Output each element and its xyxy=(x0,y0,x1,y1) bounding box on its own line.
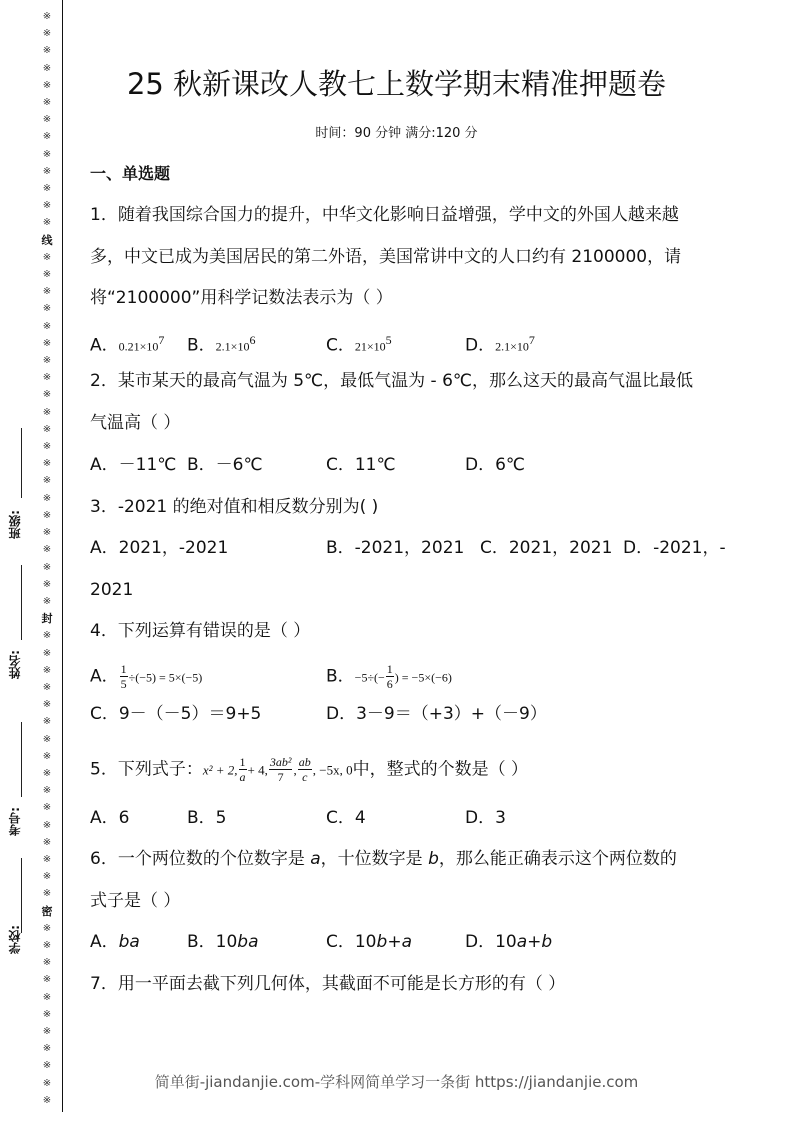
q4-option-a: A． $\frac{1}{5}$ ÷(−5) = 5×(−5) xyxy=(90,662,203,691)
q2-line1: 2．某市某天的最高气温为 5℃，最低气温为 - 6℃，那么这天的最高气温比最低 xyxy=(90,371,693,391)
q1-line3: 将“2100000”用科学记数法表示为（ ） xyxy=(90,288,393,308)
q6-line1: 6．一个两位数的个位数字是 a，十位数字是 b，那么能正确表示这个两位数的 xyxy=(90,849,677,869)
q2-option-c: C．11℃ xyxy=(326,455,396,475)
binding-line-stars: ※ ※ ※ ※ ※ ※ ※ ※ ※ ※ ※ ※ ※ xyxy=(42,11,52,229)
seal-mi: 密 xyxy=(41,904,53,918)
q1-option-a: A．$0.21\times 10^7$ xyxy=(90,333,165,356)
school-label: 学校: xyxy=(8,925,22,954)
section-heading: 一、单选题 xyxy=(90,164,171,183)
q5-line1: 5．下列式子：x² + 2, $\frac{1}{a}$ + 4, $\frac{\text{3ab²}}{7}$ , $\frac{ab}{c}$ , −5x, 0中，整式的个数是（ ） xyxy=(90,755,528,784)
q1-option-d: D．$2.1\times 10^7$ xyxy=(465,333,535,356)
q5-option-c: C．4 xyxy=(326,808,366,828)
q3-option-b: B．-2021，2021 xyxy=(326,538,465,558)
q4-option-b: B．−5÷(− $\frac{1}{6}$ ) = −5×(−6) xyxy=(326,662,452,691)
q3-option-d: D．-2021，- xyxy=(623,538,726,558)
class-underline xyxy=(21,428,22,498)
q2-option-d: D．6℃ xyxy=(465,455,525,475)
exam-no-underline xyxy=(21,722,22,797)
q1-line2: 多，中文已成为美国居民的第二外语，美国常讲中文的人口约有 2100000，请 xyxy=(90,247,682,267)
q2-line2: 气温高（ ） xyxy=(90,413,181,433)
q4-option-c: C．9－（－5）＝9+5 xyxy=(90,704,262,724)
q3-option-c: C．2021，2021 xyxy=(480,538,613,558)
q3-line1: 3．-2021 的绝对值和相反数分别为( ) xyxy=(90,497,379,517)
q4-option-d: D．3－9＝（+3）+（－9） xyxy=(326,704,547,724)
name-label: 姓名: xyxy=(8,650,22,679)
binding-line-stars: ※ ※ ※ ※ ※ ※ ※ ※ ※ ※ ※ ※ ※ ※ ※ ※ ※ ※ ※ ※ ※ xyxy=(42,251,52,607)
exam-no-label: 考号: xyxy=(8,807,22,836)
footer-watermark: 简单街-jiandanjie.com-学科网简单学习一条街 https://jiandanjie.com xyxy=(154,1073,639,1091)
q5-option-d: D．3 xyxy=(465,808,506,828)
q3-option-d-cont: 2021 xyxy=(90,580,134,600)
q2-option-b: B．－6℃ xyxy=(187,455,263,475)
margin-rule xyxy=(62,0,63,1112)
q1-option-c: C．$21\times 10^5$ xyxy=(326,333,392,356)
q3-option-a: A．2021，-2021 xyxy=(90,538,229,558)
q1-option-b: B．$2.1\times 10^6$ xyxy=(187,333,256,356)
q5-option-a: A．6 xyxy=(90,808,130,828)
class-label: 班级: xyxy=(8,510,22,539)
binding-line-stars: ※ ※ ※ ※ ※ ※ ※ ※ ※ ※ ※ xyxy=(42,922,52,1106)
school-underline xyxy=(21,858,22,933)
binding-line-stars: ※ ※ ※ ※ ※ ※ ※ ※ ※ ※ ※ ※ ※ ※ ※ ※ xyxy=(42,630,52,900)
time-info: 时间：90 分钟 满分:120 分 xyxy=(315,126,478,141)
name-underline xyxy=(21,565,22,640)
seal-xian: 线 xyxy=(41,233,53,247)
q1-line1: 1．随着我国综合国力的提升，中华文化影响日益增强，学中文的外国人越来越 xyxy=(90,205,679,225)
q6-option-d: D．10a+b xyxy=(465,932,553,952)
q6-option-a: A．ba xyxy=(90,932,140,952)
q6-option-b: B．10ba xyxy=(187,932,259,952)
q6-line2: 式子是（ ） xyxy=(90,891,181,911)
q4-line1: 4．下列运算有错误的是（ ） xyxy=(90,621,311,641)
q7-line1: 7．用一平面去截下列几何体，其截面不可能是长方形的有（ ） xyxy=(90,974,566,994)
page-title: 25 秋新课改人教七上数学期末精准押题卷 xyxy=(126,67,667,101)
q2-option-a: A．－11℃ xyxy=(90,455,177,475)
q6-option-c: C．10b+a xyxy=(326,932,412,952)
seal-feng: 封 xyxy=(41,612,53,626)
binding-line xyxy=(40,8,54,1109)
q5-option-b: B．5 xyxy=(187,808,227,828)
